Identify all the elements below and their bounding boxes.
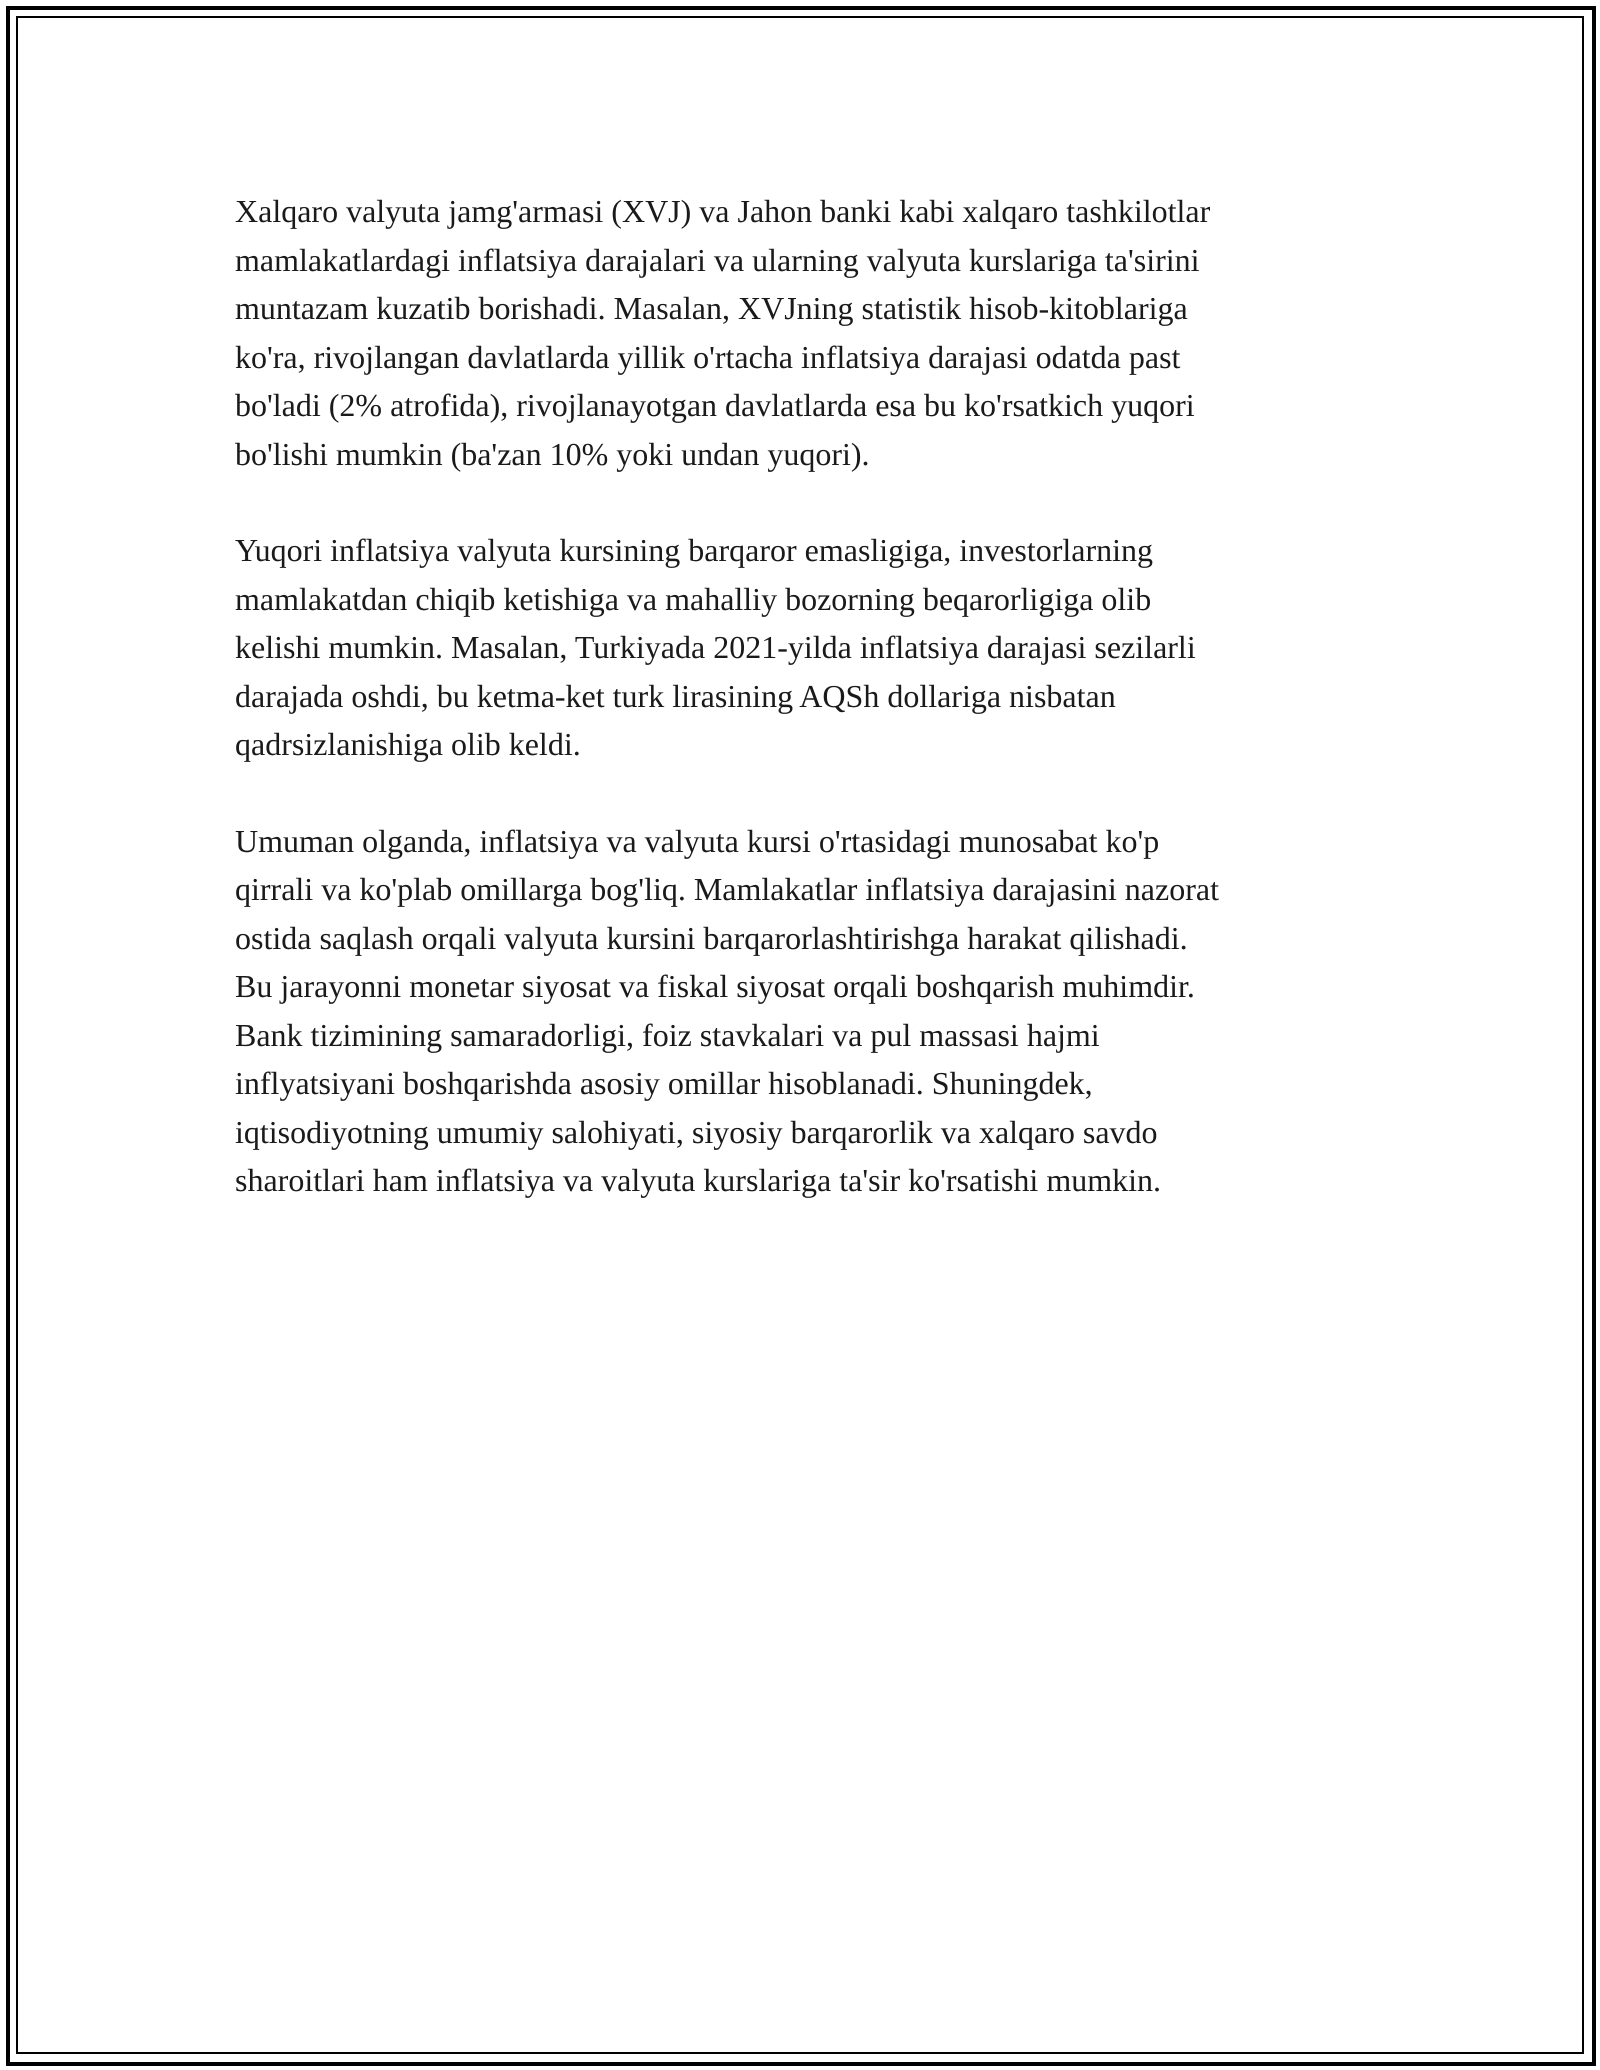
document-body [235,187,1380,1253]
paragraph-conclusion: Umuman olganda, inflatsiya va valyuta kursi o'rtasidagi munosabat ko'p qirrali va ko'plab omillarga bog'liq. Mamlakatlar inflatsiya darajasini nazorat ostida saqlash orqali valyuta kursini barqarorlashtirishga harakat qilishadi. Bu jarayonni monetar siyosat va fiskal siyosat orqali boshqarish muhimdir. Bank tizimining samaradorligi, foiz stavkalari va pul massasi hajmi inflyatsiyani boshqarishda asosiy omillar hisoblanadi. Shuningdek, iqtisodiyotning umumiy salohiyati, siyosiy barqarorlik va xalqaro savdo sharoitlari ham inflatsiya va valyuta kurslariga ta'sir ko'rsatishi mumkin. [235,822,1219,1198]
paragraph-high-inflation-effects: Yuqori inflatsiya valyuta kursining barqaror emasligiga, investorlarning mamlakatdan chiqib ketishiga va mahalliy bozorning beqarorligiga olib kelishi mumkin. Masalan, Turkiyada 2021-yilda inflatsiya darajasi sezilarli darajada oshdi, bu ketma-ket turk lirasining AQSh dollariga nisbatan qadrsizlanishiga olib keldi. [235,532,1196,762]
paragraph-imf-inflation-monitoring: Xalqaro valyuta jamg'armasi (XVJ) va Jahon banki kabi xalqaro tashkilotlar mamlakatlardagi inflatsiya darajalari va ularning valyuta kurslariga ta'sirini muntazam kuzatib borishadi. Masalan, XVJning statistik hisob-kitoblariga ko'ra, rivojlangan davlatlarda yillik o'rtacha inflatsiya darajasi odatda past bo'ladi (2% atrofida), rivojlanayotgan davlatlarda esa bu ko'rsatkich yuqori bo'lishi mumkin (ba'zan 10% yoki undan yuqori). [235,193,1211,472]
